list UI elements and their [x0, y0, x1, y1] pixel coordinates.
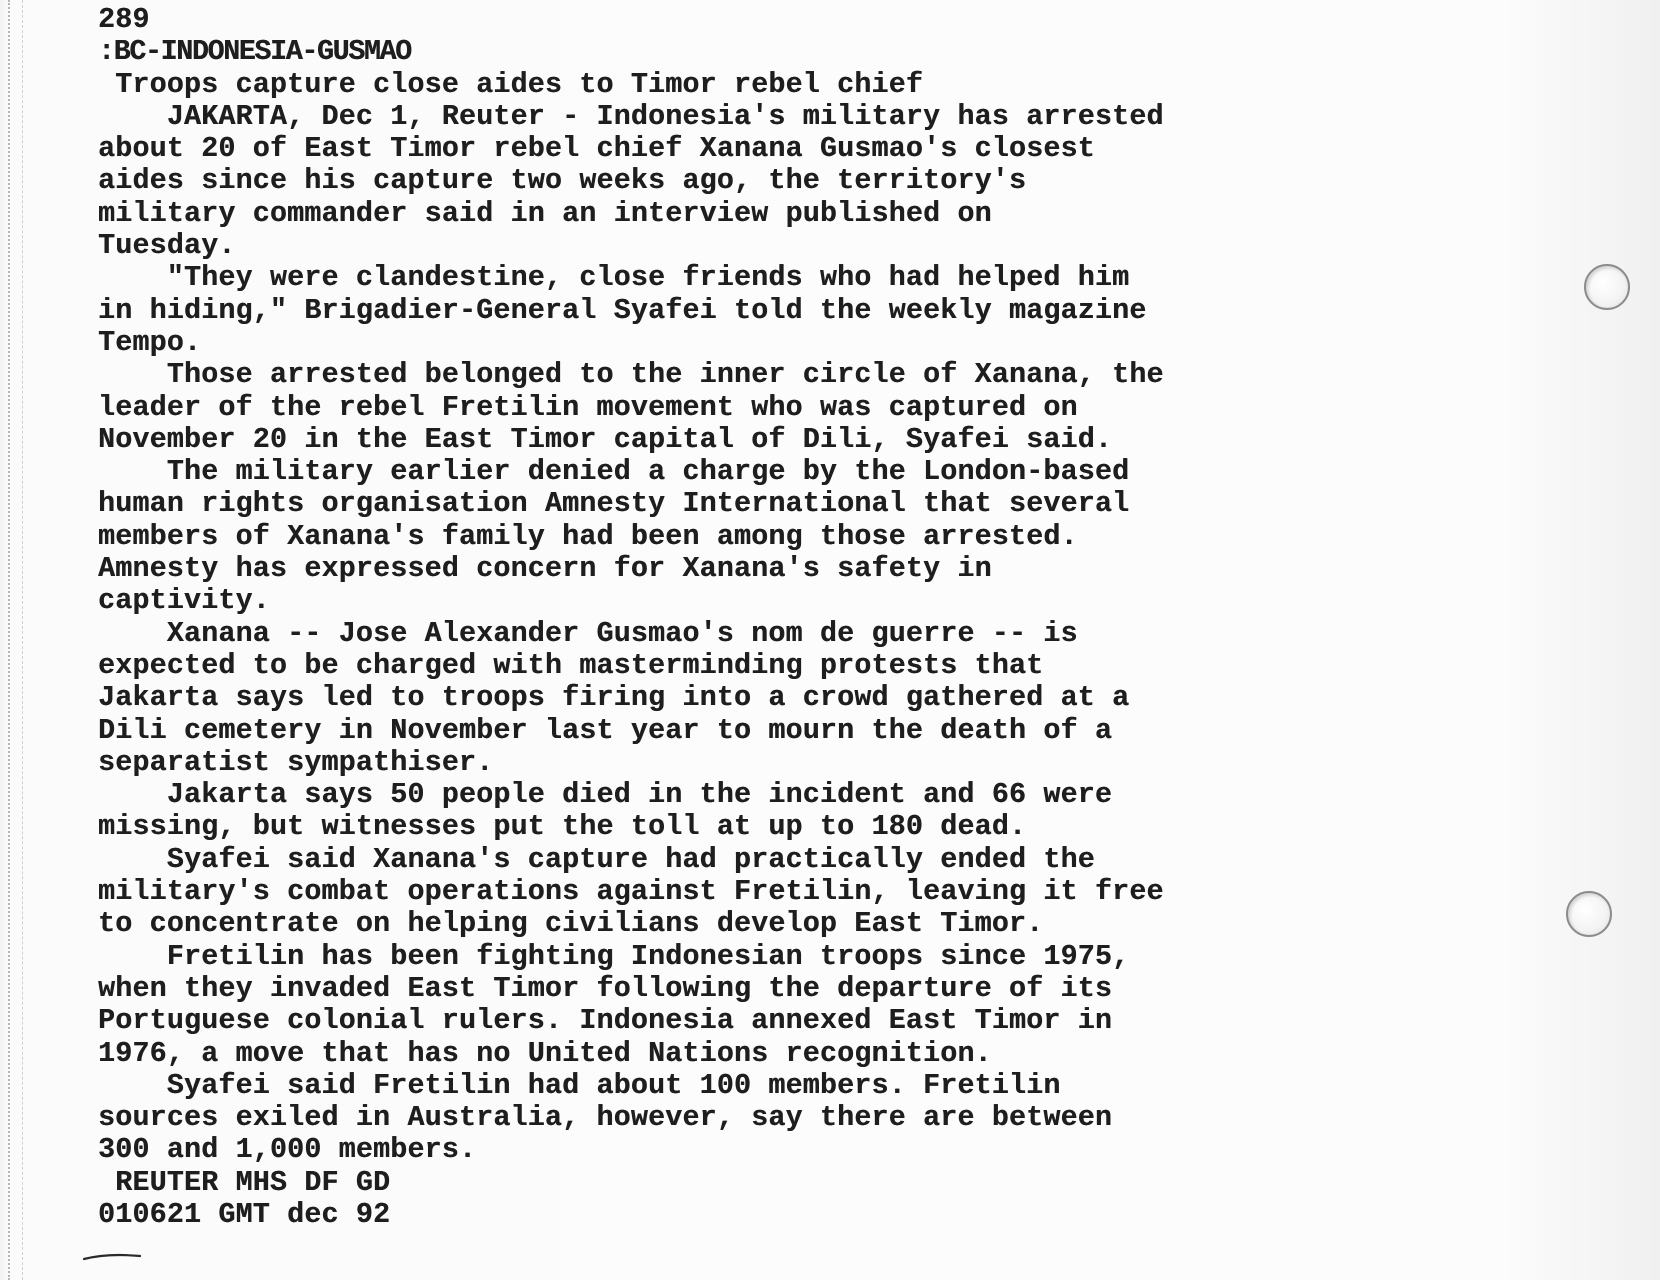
body-line: November 20 in the East Timor capital of Dili, Syafei said. [98, 422, 1113, 456]
body-line: Jakarta says 50 people died in the incident and 66 were [98, 778, 1113, 812]
body-line: Dili cemetery in November last year to mourn the death of a [98, 713, 1113, 747]
left-margin-perforation [22, 0, 25, 1280]
punch-hole-top [1584, 264, 1630, 310]
left-margin-edge [8, 0, 14, 1280]
body-line: Portuguese colonial rulers. Indonesia annexed East Timor in [98, 1004, 1113, 1038]
body-line: separatist sympathiser. [98, 745, 494, 779]
body-line: military's combat operations against Fretilin, leaving it free [98, 875, 1164, 909]
body-line: sources exiled in Australia, however, say there are between [98, 1101, 1113, 1135]
body-line: Syafei said Xanana's capture had practically ended the [98, 842, 1095, 876]
body-line: Amnesty has expressed concern for Xanana's safety in [98, 552, 992, 586]
body-line: military commander said in an interview published on [98, 196, 992, 230]
body-line: 1976, a move that has no United Nations recognition. [98, 1036, 992, 1070]
body-line: JAKARTA, Dec 1, Reuter - Indonesia's military has arrested [98, 99, 1164, 133]
body-line: Tempo. [98, 325, 202, 359]
story-headline: Troops capture close aides to Timor rebel chief [98, 67, 923, 101]
body-line: Fretilin has been fighting Indonesian troops since 1975, [98, 939, 1130, 973]
body-line: human rights organisation Amnesty International that several [98, 487, 1130, 521]
body-line: missing, but witnesses put the toll at up to 180 dead. [98, 810, 1027, 844]
body-line: Tuesday. [98, 229, 236, 263]
body-line: Syafei said Fretilin had about 100 members. Fretilin [98, 1068, 1061, 1102]
body-line: when they invaded East Timor following the departure of its [98, 971, 1113, 1005]
handwritten-underline-mark [82, 1253, 142, 1261]
story-timestamp: 010621 GMT dec 92 [98, 1197, 391, 1231]
body-line: 300 and 1,000 members. [98, 1133, 477, 1167]
punch-hole-bottom [1566, 891, 1612, 937]
body-line: members of Xanana's family had been among those arrested. [98, 519, 1078, 553]
body-line: expected to be charged with masterminding protests that [98, 648, 1044, 682]
story-footer-codes: REUTER MHS DF GD [98, 1165, 391, 1199]
story-number: 289 [98, 3, 150, 36]
body-line: captivity. [98, 584, 270, 618]
body-line: "They were clandestine, close friends who had helped him [98, 261, 1130, 295]
story-slug: :BC-INDONESIA-GUSMAO [98, 35, 411, 69]
body-line: leader of the rebel Fretilin movement who was captured on [98, 390, 1078, 424]
body-line: about 20 of East Timor rebel chief Xanana Gusmao's closest [98, 132, 1095, 166]
story-body [98, 101, 1278, 1167]
body-line: Xanana -- Jose Alexander Gusmao's nom de guerre -- is [98, 616, 1078, 650]
body-line: Jakarta says led to troops firing into a crowd gathered at a [98, 681, 1130, 715]
wire-story [98, 4, 1278, 1231]
body-line: in hiding," Brigadier-General Syafei told the weekly magazine [98, 293, 1147, 327]
body-line: to concentrate on helping civilians develop East Timor. [98, 907, 1044, 941]
body-line: Those arrested belonged to the inner circle of Xanana, the [98, 358, 1164, 392]
body-line: The military earlier denied a charge by the London-based [98, 455, 1130, 489]
body-line: aides since his capture two weeks ago, the territory's [98, 164, 1027, 198]
